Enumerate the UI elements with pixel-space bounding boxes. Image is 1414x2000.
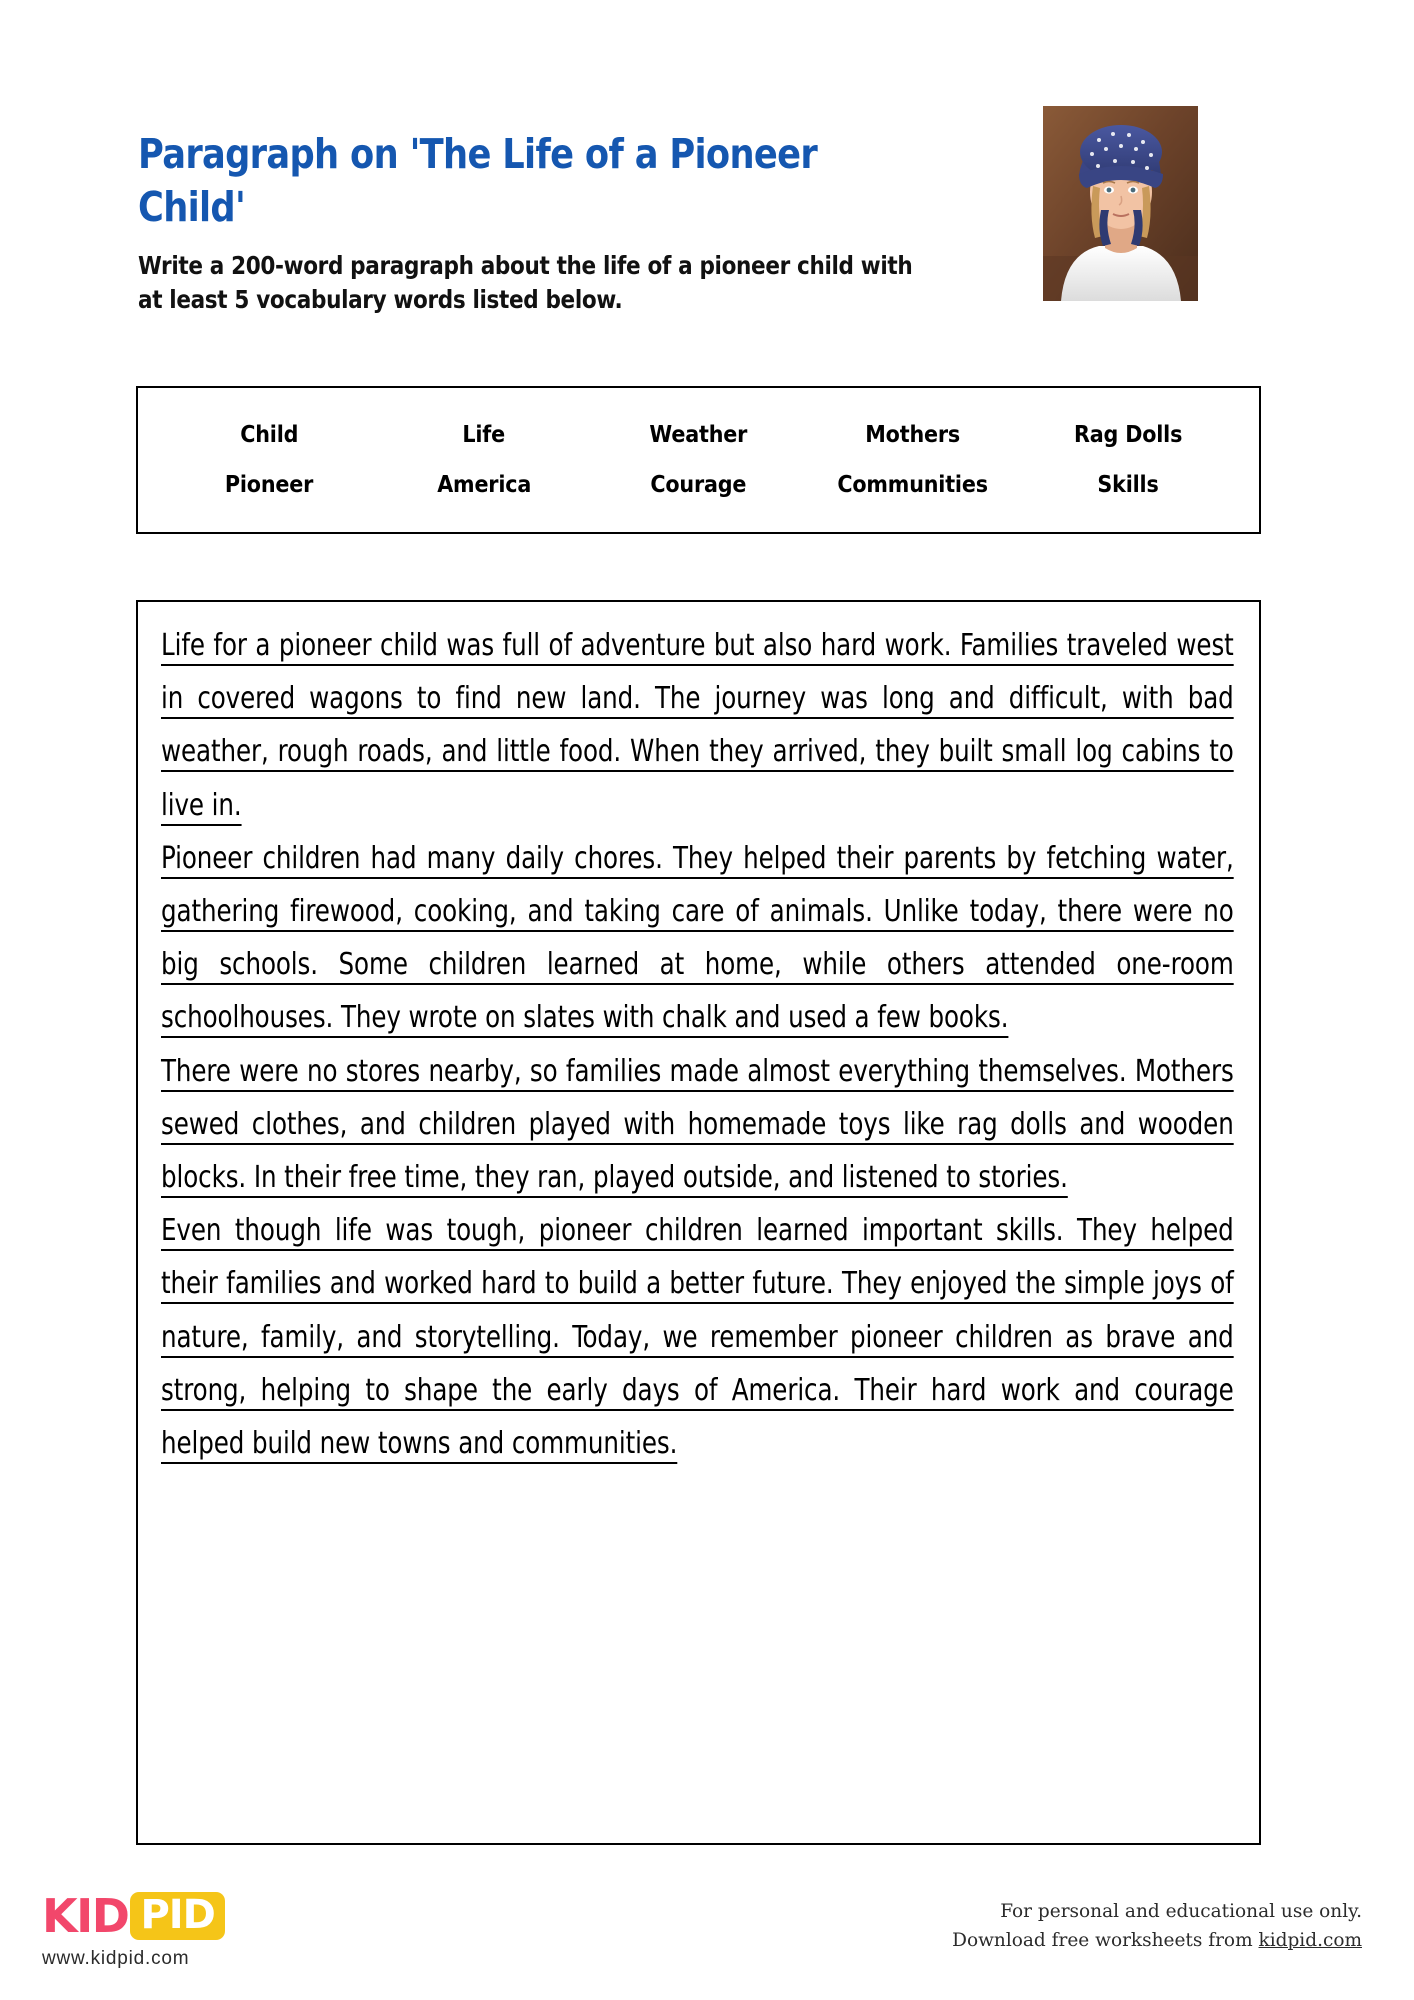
vocabulary-box — [136, 386, 1261, 534]
vocabulary-word — [1020, 472, 1235, 498]
vocabulary-word-label: Courage — [650, 472, 747, 498]
vocabulary-word — [162, 422, 377, 448]
page-footer — [0, 1880, 1414, 2000]
logo-mark — [42, 1890, 342, 1942]
vocabulary-word-label: Rag Dolls — [1073, 422, 1182, 448]
footer-download-link[interactable]: kidpid.com — [1258, 1929, 1362, 1951]
page-title: Paragraph on 'The Life of a Pioneer Child' — [138, 130, 818, 232]
kidpid-logo[interactable] — [42, 1890, 342, 1970]
vocabulary-word-label: Weather — [649, 422, 748, 448]
vocabulary-word — [806, 472, 1021, 498]
vocabulary-word — [377, 472, 592, 498]
answer-writing-area[interactable] — [136, 600, 1261, 1845]
logo-pid-text: PID — [140, 1892, 215, 1938]
vocabulary-word-label: Life — [462, 422, 506, 448]
footer-note-line-1: For personal and educational use only. — [1000, 1901, 1362, 1922]
vocabulary-row — [162, 472, 1235, 498]
answer-paragraph: There were no stores nearby, so families made almost everything themselves. Mothers sewed clothes, and children played with homemade toys like rag dolls and wooden blocks. In their free time, they ran, played outside, and listened to stories. — [161, 1053, 1234, 1196]
logo-pid-badge — [130, 1892, 224, 1940]
vocabulary-word — [1020, 422, 1235, 448]
footer-usage-note — [952, 1898, 1362, 1955]
vocabulary-word-label: Communities — [837, 472, 989, 498]
vocabulary-word-label: Skills — [1097, 472, 1159, 498]
logo-website-url: www.kidpid.com — [42, 1948, 190, 1969]
answer-paragraph: Life for a pioneer child was full of adventure but also hard work. Families traveled west in covered wagons to find new land. The journey was long and difficult, with bad weather, rough roads, and little food. When they arrived, they built small log cabins to live in. — [161, 628, 1234, 823]
logo-kid-text: KID — [42, 1889, 129, 1943]
vocabulary-word — [591, 472, 806, 498]
worksheet-header — [138, 128, 1038, 318]
vocabulary-word-label: Mothers — [865, 422, 961, 448]
pioneer-child-photo — [1043, 106, 1198, 301]
vocabulary-word-label: Pioneer — [225, 472, 314, 498]
answer-paragraph: Even though life was tough, pioneer children learned important skills. They helped their families and worked hard to build a better future. They enjoyed the simple joys of nature, family, and storytelling. Today, we remember pioneer children as brave and strong, helping to shape the early days of America. Their hard work and courage helped build new towns and communities. — [161, 1213, 1234, 1462]
answer-paragraph: Pioneer children had many daily chores. They helped their parents by fetching water, gathering firewood, cooking, and taking care of animals. Unlike today, there were no big schools. Some children learned at home, while others attended one-room schoolhouses. They wrote on slates with chalk and used a few books. — [161, 840, 1234, 1036]
vocabulary-word-label: Child — [240, 422, 299, 448]
vocabulary-word — [162, 472, 377, 498]
vocabulary-word — [377, 422, 592, 448]
footer-note-prefix: Download free worksheets from — [952, 1929, 1259, 1951]
photo-illustration — [1043, 106, 1198, 301]
vocabulary-row — [162, 422, 1235, 448]
vocabulary-word — [806, 422, 1021, 448]
worksheet-instructions: Write a 200-word paragraph about the life of a pioneer child with at least 5 vocabulary words listed below. — [138, 250, 913, 315]
vocabulary-word — [591, 422, 806, 448]
footer-note-line-2 — [952, 1927, 1362, 1956]
vocabulary-word-label: America — [436, 472, 531, 498]
